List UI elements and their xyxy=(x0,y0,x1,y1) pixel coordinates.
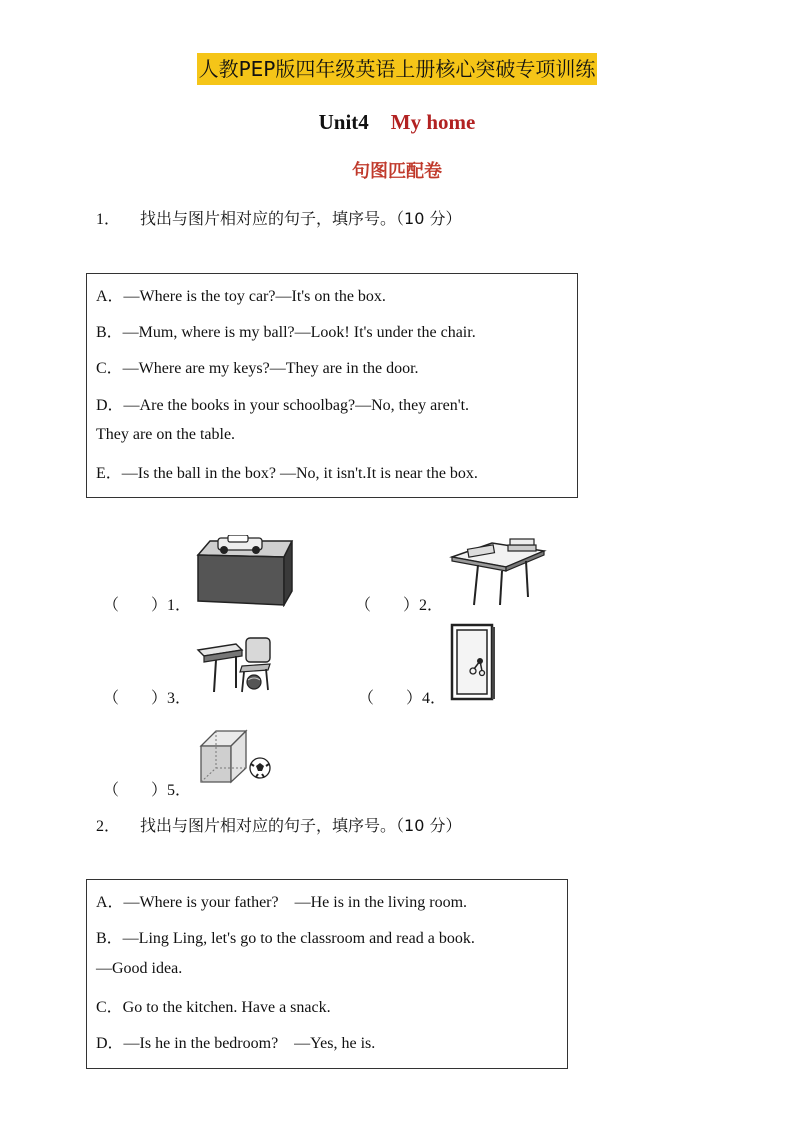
q2-option-c: C．Go to the kitchen. Have a snack. xyxy=(96,999,331,1016)
q1-instruction: 找出与图片相对应的句子，填序号。（10 分） xyxy=(140,209,462,228)
q1-option-e: E．—Is the ball in the box? —No, it isn't.It is near the box. xyxy=(96,465,478,482)
q1-option-d: D．—Are the books in your schoolbag?—No, they aren't. xyxy=(96,397,470,414)
unit-title: My home xyxy=(390,110,476,134)
ball-under-chair-picture xyxy=(196,636,274,694)
q2-option-d: D．—Is he in the bedroom? —Yes, he is. xyxy=(96,1035,376,1052)
q1-number: 1． xyxy=(96,211,121,228)
q1-options-box xyxy=(86,273,578,498)
q2-instruction-row xyxy=(96,813,461,836)
q1-option-b: B．—Mum, where is my ball?—Look! It's under the chair. xyxy=(96,324,476,341)
q2-option-a: A．—Where is your father? —He is in the living room. xyxy=(96,894,468,911)
q1-instruction-row xyxy=(96,206,461,229)
q1-option-a: A．—Where is the toy car?—It's on the box. xyxy=(96,288,386,305)
unit-number: Unit4 xyxy=(318,110,369,134)
header-banner xyxy=(0,53,794,82)
q1-item-3[interactable]: （ ）3． xyxy=(103,690,192,707)
section-subtitle: 句图匹配卷 xyxy=(352,161,442,182)
q1-item-5[interactable]: （ ）5． xyxy=(103,782,192,799)
q2-option-b: B．—Ling Ling, let's go to the classroom and read a book. xyxy=(96,930,475,947)
q2-number: 2． xyxy=(96,818,121,835)
q2-option-b-cont: —Good idea. xyxy=(96,960,183,977)
banner-title: 人教PEP版四年级英语上册核心突破专项训练 xyxy=(197,53,598,85)
keys-in-door-picture xyxy=(450,623,496,701)
q1-item-4[interactable]: （ ）4． xyxy=(358,690,447,707)
books-on-desk-picture xyxy=(446,535,548,607)
ball-near-box-picture xyxy=(198,728,272,784)
q2-options-box xyxy=(86,879,568,1069)
toy-car-on-box-picture xyxy=(196,535,296,607)
q2-instruction: 找出与图片相对应的句子，填序号。（10 分） xyxy=(140,816,462,835)
q1-item-2[interactable]: （ ）2． xyxy=(355,597,444,614)
q1-option-d-cont: They are on the table. xyxy=(96,426,236,443)
q1-option-c: C．—Where are my keys?—They are in the door. xyxy=(96,360,419,377)
unit-heading xyxy=(0,110,794,135)
q1-item-1[interactable]: （ ）1． xyxy=(103,597,192,614)
